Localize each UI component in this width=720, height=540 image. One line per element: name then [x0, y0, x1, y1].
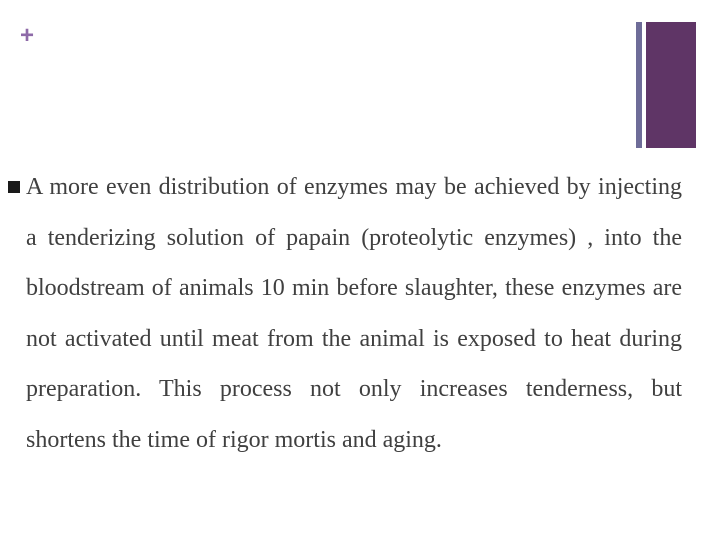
accent-block	[646, 22, 696, 148]
plus-icon: +	[20, 22, 35, 49]
bullet-text: A more even distribution of enzymes may be achieved by injecting a tenderizing solution of papain (proteolytic enzymes) , into the bloodstream of animals 10 min before slaughter, these enzymes are not activated until meat from the animal is exposed to heat during preparation. This process not only increases tenderness, but shortens the time of rigor mortis and aging.	[26, 174, 682, 453]
square-bullet-icon	[8, 181, 20, 193]
slide-content	[8, 162, 682, 465]
bullet-item	[8, 162, 682, 465]
accent-stripe	[636, 22, 642, 148]
